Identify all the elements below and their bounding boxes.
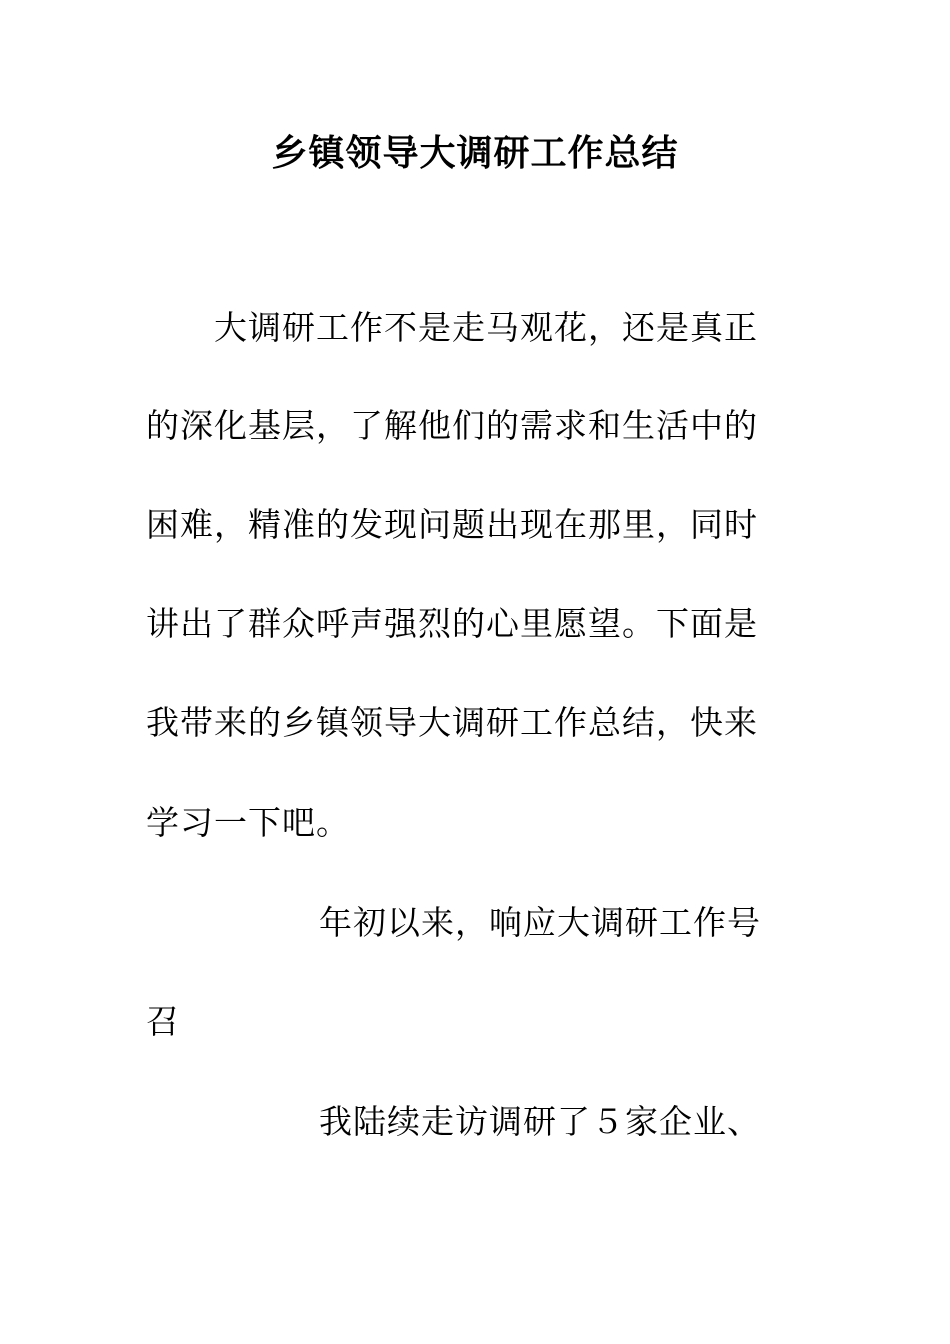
paragraph-line-1: 大调研工作不是走马观花，还是真正 [214, 308, 758, 347]
paragraph-line-5: 我带来的乡镇领导大调研工作总结，快来 [146, 703, 758, 742]
paragraph-line-9: 我陆续走访调研了５家企业、 [319, 1102, 761, 1141]
paragraph-line-7: 年初以来，响应大调研工作号 [319, 903, 761, 942]
paragraph-line-4: 讲出了群众呼声强烈的心里愿望。下面是 [146, 604, 758, 643]
paragraph-line-3: 困难，精准的发现问题出现在那里，同时 [146, 505, 758, 544]
paragraph-line-8: 召 [146, 1002, 180, 1041]
paragraph-line-2: 的深化基层，了解他们的需求和生活中的 [146, 406, 758, 445]
paragraph-line-6: 学习一下吧。 [146, 803, 350, 842]
document-title: 乡镇领导大调研工作总结 [271, 132, 679, 174]
